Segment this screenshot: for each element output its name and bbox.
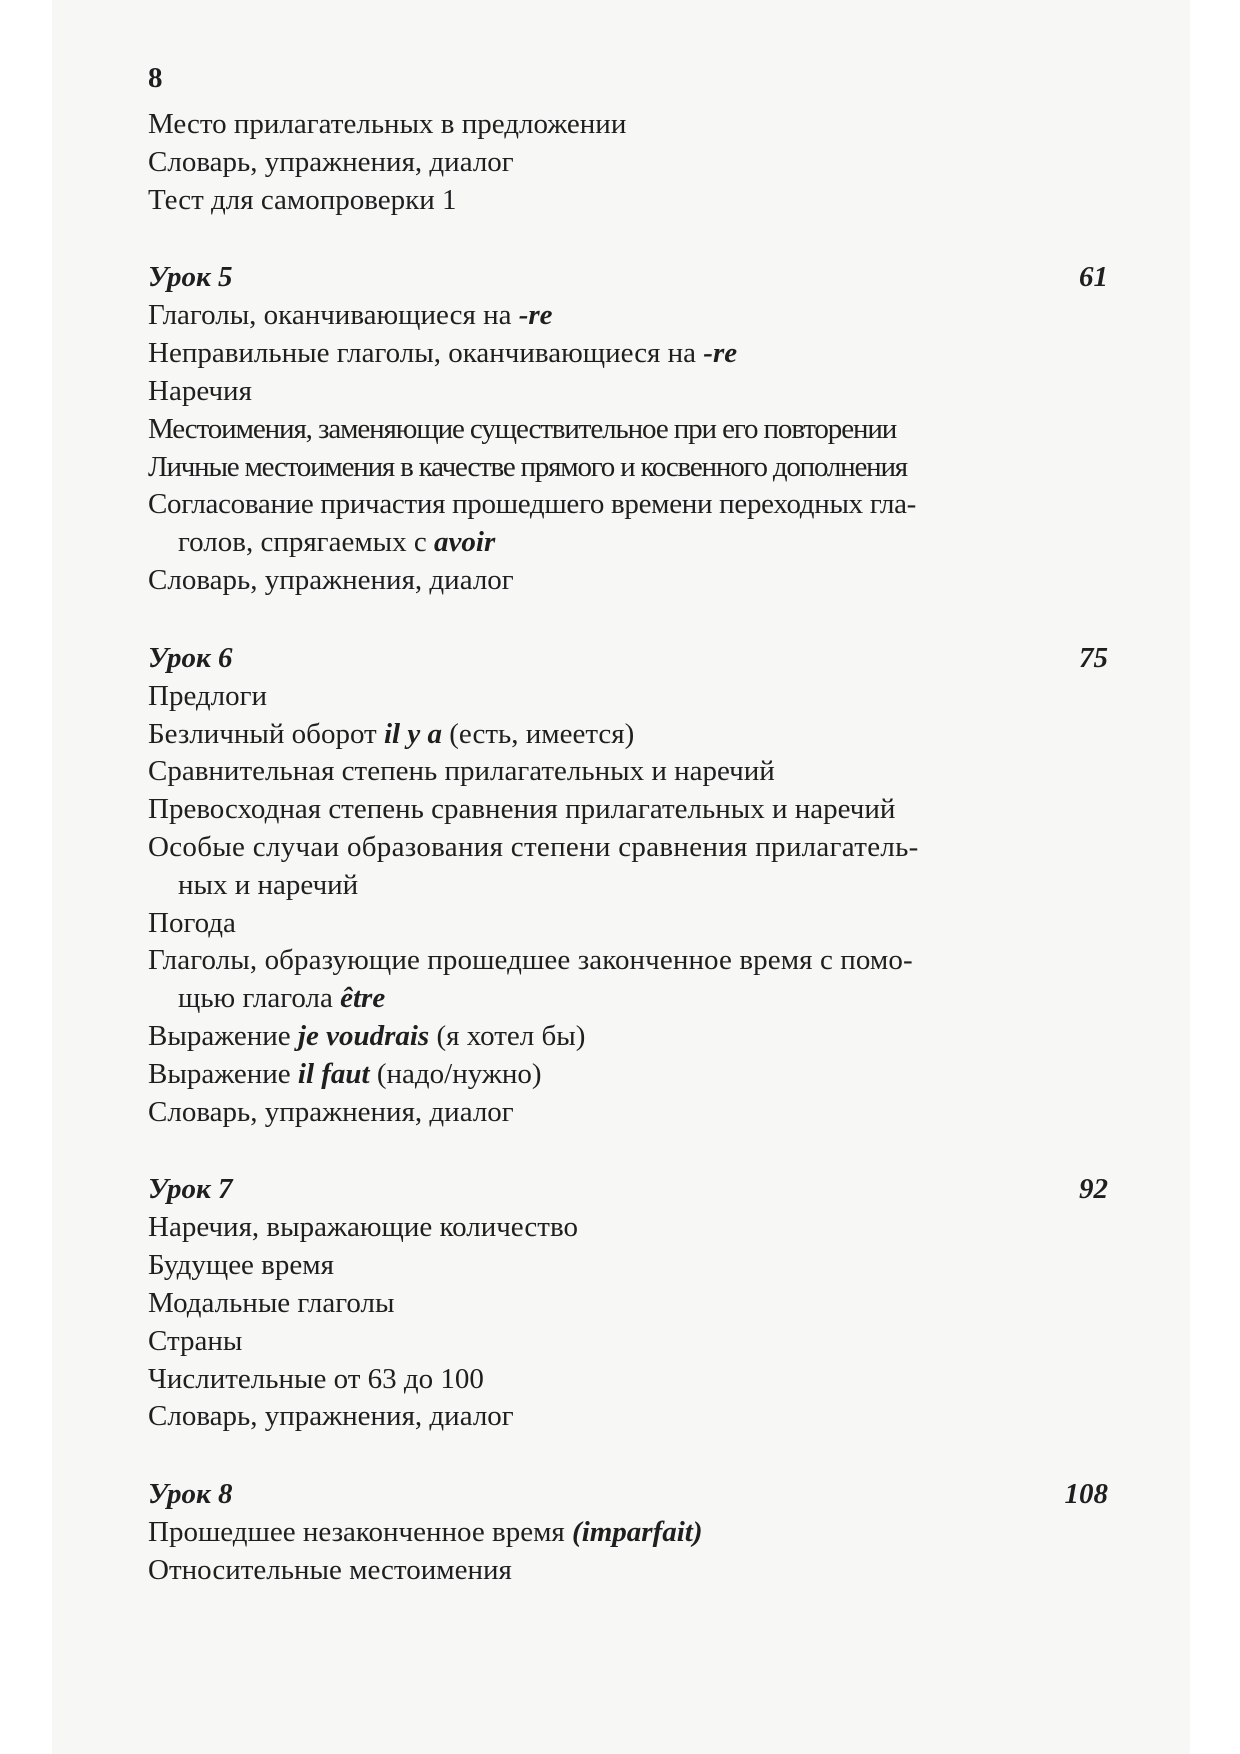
item-term: -re bbox=[703, 337, 738, 370]
lesson-heading bbox=[148, 1476, 1108, 1514]
item-text: Выражение bbox=[148, 1019, 298, 1052]
toc-item-continuation bbox=[148, 524, 1108, 562]
lesson-page: 92 bbox=[1079, 1173, 1108, 1206]
lesson-page: 108 bbox=[1064, 1478, 1108, 1511]
item-text: Прошедшее незаконченное время bbox=[148, 1516, 573, 1549]
item-text: (надо/нужно) bbox=[369, 1057, 542, 1090]
item-text: Безличный оборот bbox=[148, 717, 384, 750]
item-term: je voudrais bbox=[297, 1019, 430, 1052]
toc-item: Модальные глаголы bbox=[148, 1286, 395, 1319]
toc-item: Место прилагательных в предложении bbox=[148, 108, 627, 140]
toc-item: Личные местоимения в качестве прямого и косвенного дополнения bbox=[148, 450, 907, 483]
scan-margin bbox=[1190, 0, 1240, 1754]
item-text: (я хотел бы) bbox=[429, 1019, 586, 1052]
toc-item: Предлоги bbox=[148, 679, 268, 712]
toc-item-continuation bbox=[148, 980, 1108, 1018]
toc-item bbox=[148, 716, 1108, 754]
page-number: 8 bbox=[148, 62, 163, 94]
toc-item bbox=[148, 297, 1108, 335]
item-term: il faut bbox=[297, 1057, 370, 1090]
item-text: (есть, имеется) bbox=[441, 717, 635, 750]
toc-item: Глаголы, образующие прошедшее законченное время с помо- bbox=[148, 944, 913, 977]
item-term: (imparfait) bbox=[572, 1516, 703, 1549]
lesson-8-section bbox=[148, 1476, 1108, 1590]
toc-item-continuation: ных и наречий bbox=[178, 868, 359, 901]
toc-item: Наречия bbox=[148, 374, 252, 407]
toc-item bbox=[148, 335, 1108, 373]
lesson-heading bbox=[148, 259, 1108, 297]
toc-item: Числительные от 63 до 100 bbox=[148, 1362, 484, 1395]
toc-item: Относительные местоимения bbox=[148, 1553, 512, 1586]
lesson-title: Урок 6 bbox=[148, 641, 233, 674]
toc-item: Наречия, выражающие количество bbox=[148, 1211, 578, 1244]
item-term: avoir bbox=[434, 526, 496, 559]
toc-item bbox=[148, 1018, 1108, 1056]
toc-item: Словарь, упражнения, диалог bbox=[148, 1400, 514, 1433]
item-term: être bbox=[340, 982, 386, 1015]
toc-item: Словарь, упражнения, диалог bbox=[148, 563, 514, 596]
toc-item: Тест для самопроверки 1 bbox=[148, 183, 457, 216]
toc-item: Словарь, упражнения, диалог bbox=[148, 145, 514, 178]
table-of-contents bbox=[148, 60, 1108, 1590]
toc-item: Особые случаи образования степени сравнения прилагатель- bbox=[148, 830, 919, 863]
item-text: Неправильные глаголы, оканчивающиеся на bbox=[148, 337, 704, 370]
toc-item bbox=[148, 1056, 1108, 1094]
toc-item: Превосходная степень сравнения прилагательных и наречий bbox=[148, 793, 896, 826]
toc-item: Будущее время bbox=[148, 1249, 334, 1282]
toc-item: Местоимения, заменяющие существительное при его повторении bbox=[148, 412, 897, 445]
lesson-page: 61 bbox=[1079, 261, 1108, 294]
item-text: щью глагола bbox=[178, 982, 341, 1015]
lesson-title: Урок 5 bbox=[148, 261, 233, 294]
lesson-page: 75 bbox=[1079, 641, 1108, 674]
item-text: Выражение bbox=[148, 1057, 298, 1090]
lesson-6-section bbox=[148, 640, 1108, 1132]
toc-item: Погода bbox=[148, 906, 236, 939]
lesson-title: Урок 7 bbox=[148, 1173, 233, 1206]
toc-item: Страны bbox=[148, 1324, 243, 1357]
lesson-heading bbox=[148, 1171, 1108, 1209]
intro-section bbox=[148, 106, 1108, 219]
lesson-heading bbox=[148, 640, 1108, 678]
toc-item: Словарь, упражнения, диалог bbox=[148, 1095, 514, 1128]
toc-item: Сравнительная степень прилагательных и наречий bbox=[148, 755, 775, 788]
lesson-title: Урок 8 bbox=[148, 1478, 233, 1511]
lesson-7-section bbox=[148, 1171, 1108, 1436]
lesson-5-section bbox=[148, 259, 1108, 599]
toc-item: Согласование причастия прошедшего времени переходных гла- bbox=[148, 488, 917, 521]
item-term: il y a bbox=[383, 717, 442, 750]
toc-item bbox=[148, 1514, 1108, 1552]
item-text: голов, спрягаемых с bbox=[178, 526, 435, 559]
item-term: -re bbox=[518, 299, 553, 332]
item-text: Глаголы, оканчивающиеся на bbox=[148, 299, 519, 332]
